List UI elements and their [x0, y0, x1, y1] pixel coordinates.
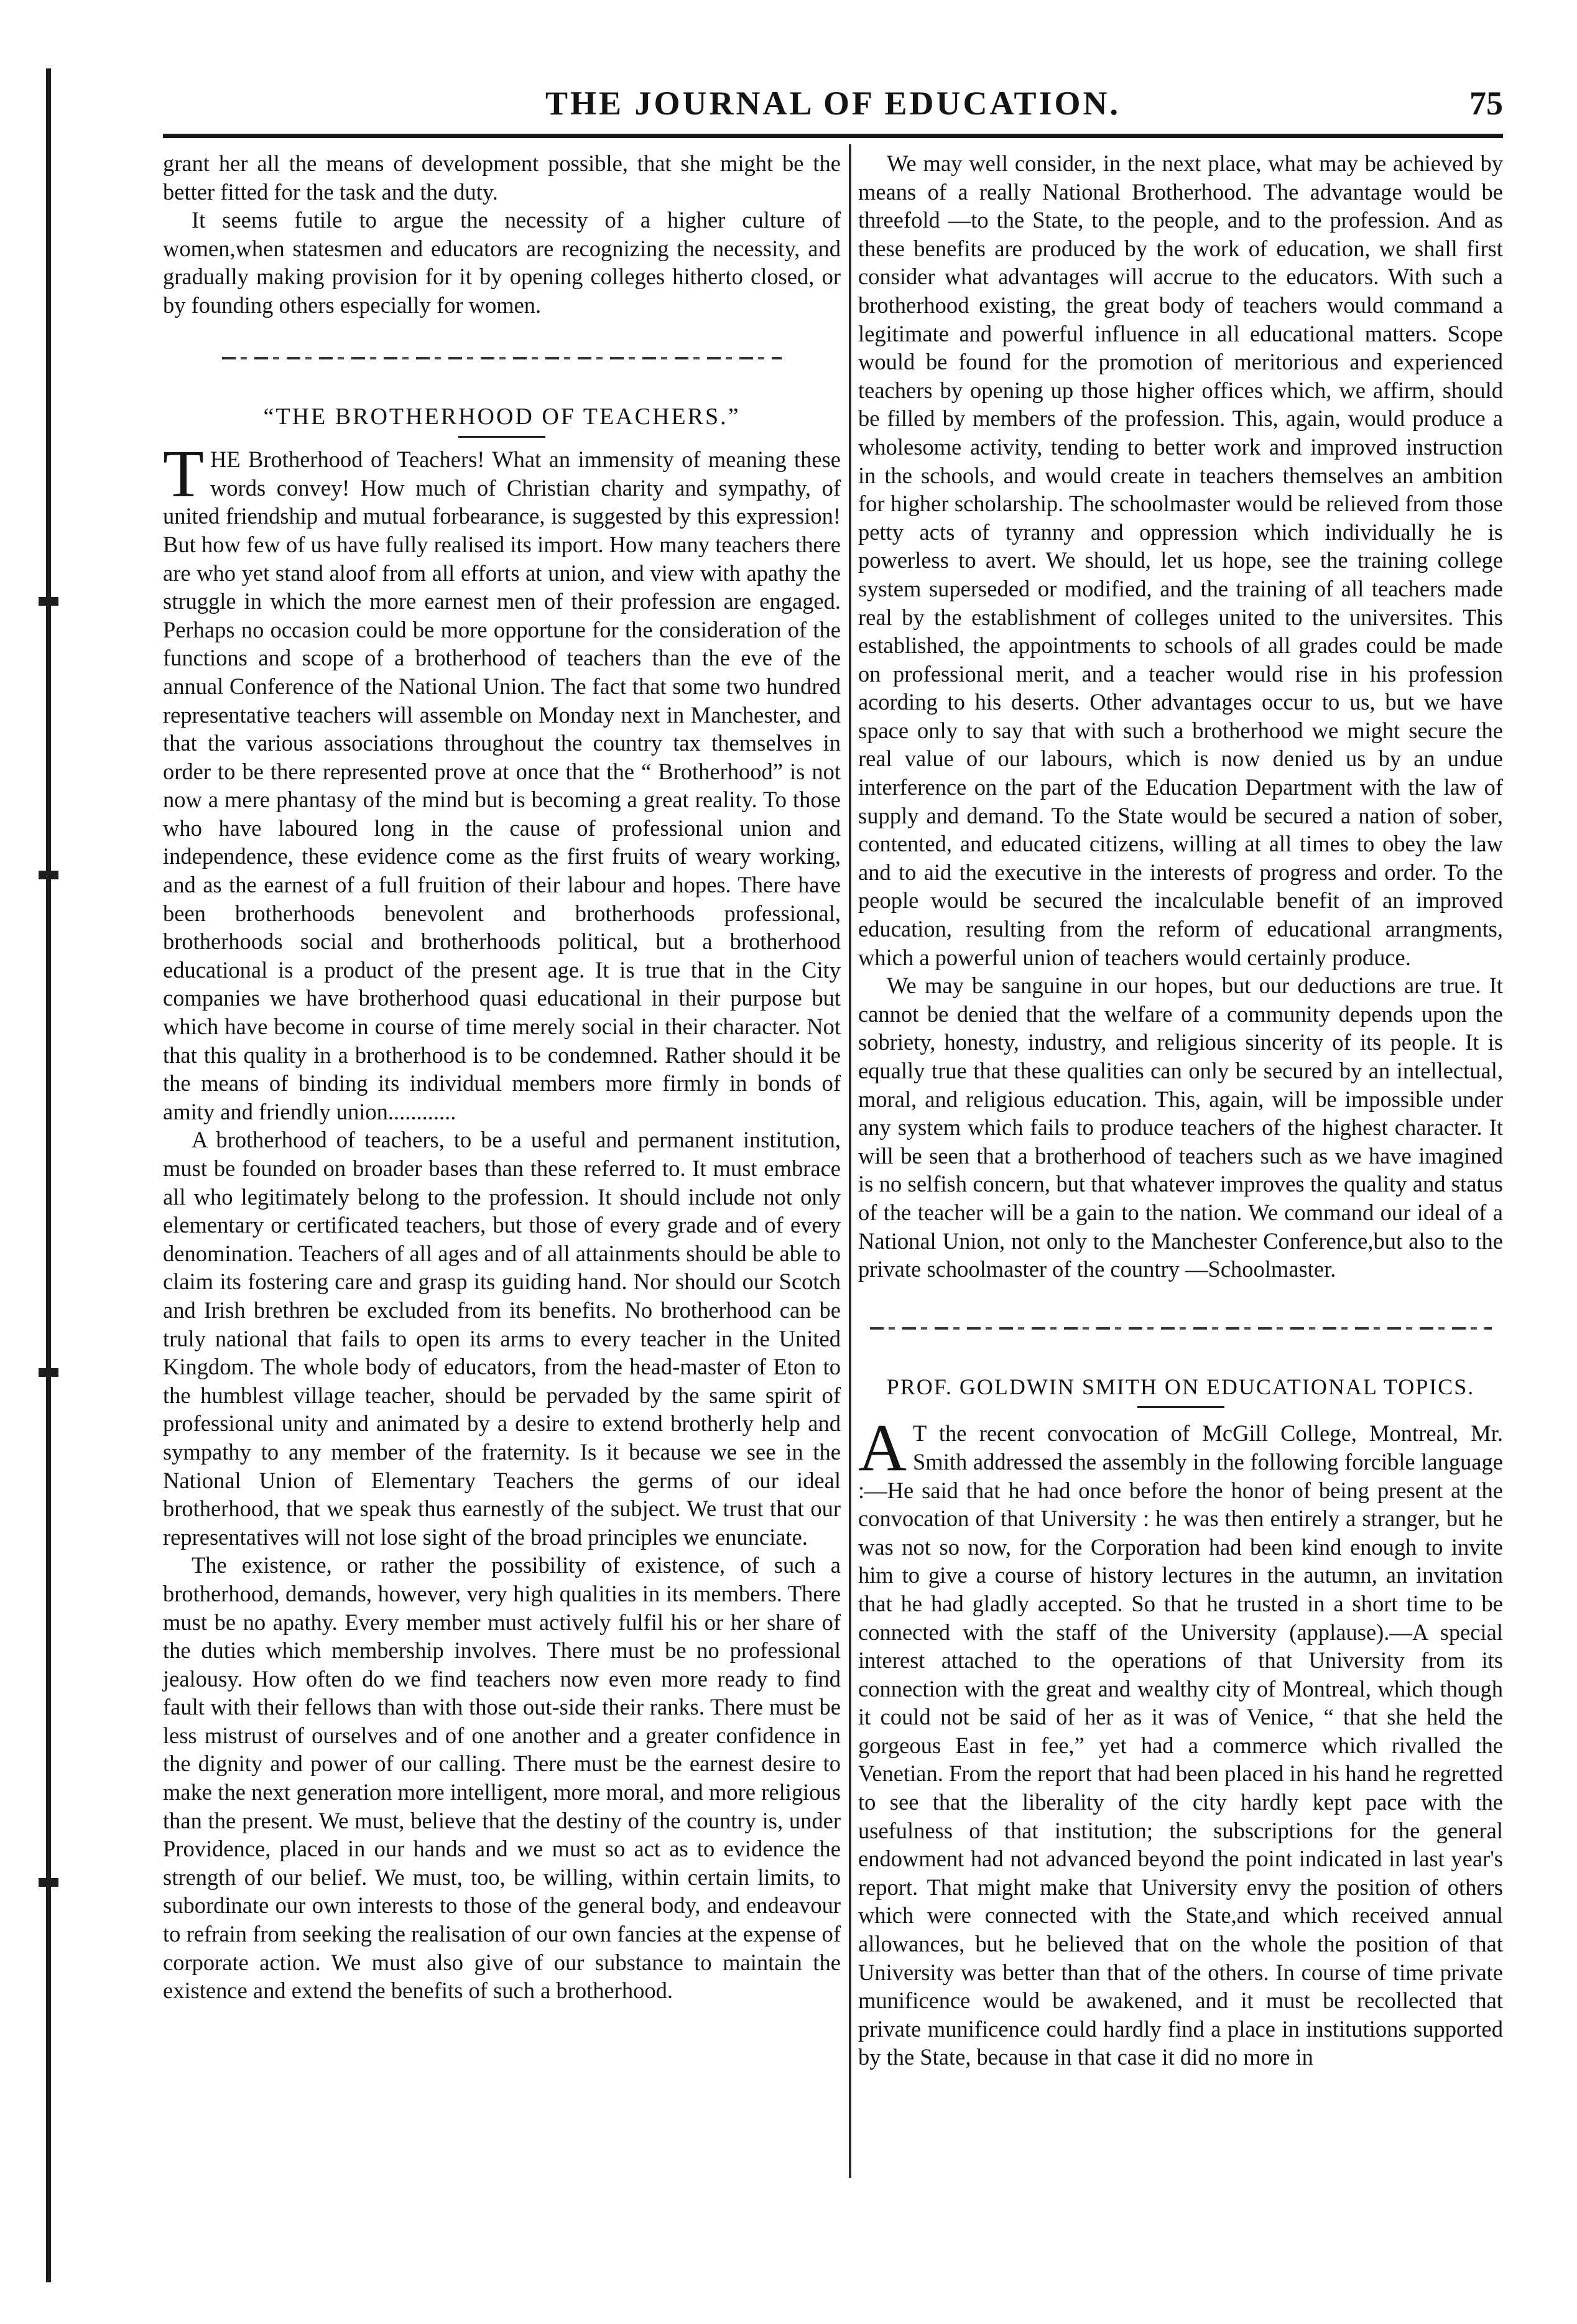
binding-mark — [39, 1878, 58, 1887]
page-header — [163, 84, 1503, 131]
binding-mark — [39, 597, 58, 606]
article-paragraph: A T the recent convocation of McGill College, Montreal, Mr. Smith addressed the assembly in the following forcible language :—He said that he had once before the honor of being present at the convocation of that University : he was then entirely a stranger, but he was not so now, for the Corporation had been kind enough to invite him to give a course of history lectures in the autumn, an invitation that he had gladly accepted. So that he trusted in a short time to be connected with the staff of the University (applause).—A special interest attached to the operations of that University from its connection with the great and wealthy city of Montreal, which though it could not be said of her as it was of Venice, “ that she held the gorgeous East in fee,” yet had a commerce which rivalled the Venetian. From the report that had been placed in his hand he regretted to see that the liberality of the city hardly kept pace with the usefulness of that institution; the subscriptions for the general endowment had not advanced beyond the point indicated in last year's report. That might make that University envy the position of others which were connected with the State,and which received annual allowances, but he believed that on the whole the position of that University was better than that of the others. In course of time private munificence would be awakened, and it must be recollected that private munificence could hardly find a place in institutions supported by the State, because in that case it did no more in — [858, 1411, 1503, 2070]
section-separator — [870, 1327, 1492, 1330]
article-paragraph: We may well consider, in the next place, what may be achieved by means of a really National Brotherhood. The advantage would be threefold —to the State, to the people, and to the profession. And as these benefits are produced by the work of education, we shall first consider what advantages will accrue to the educators. With such a brotherhood existing, the great body of teachers would command a legitimate and powerful influence in all educational matters. Scope would be found for the promotion of meritorious and experienced teachers by opening up those higher offices which, we affirm, should be filled by members of the profession. This, again, would produce a wholesome activity, tending to better work and improved instruction in the schools, and would create in teachers themselves an ambition for higher scholarship. The schoolmaster would be relieved from those petty acts of tyranny and oppression which individually he is powerless to avert. We should, let us hope, see the training college system superseded or modified, and the training of all teachers made real by the establishment of colleges united to the universites. This established, the appointments to schools of all grades could be made on professional merit, and a teacher would rise in his profession acording to his deserts. Other advantages occur to us, but we have space only to say that with such a brotherhood we might secure the real value of our labours, which is now denied us by an undue interference on the part of the Education Department with the law of supply and demand. To the State would be secured a nation of sober, contented, and educated citizens, willing at all times to obey the law and to aid the executive in the interests of progress and order. To the people would be secured the incalculable benefit of an improved education, resulting from the reform of educational arrangments, which a powerful union of teachers would certainly produce. — [858, 150, 1503, 970]
intro-paragraph: grant her all the means of development possible, that she might be the better fitted for the task and the duty. — [163, 150, 841, 205]
section-separator — [222, 357, 782, 359]
left-margin-binding-rule — [46, 68, 51, 2282]
drop-cap: T — [163, 437, 204, 512]
left-column — [163, 149, 841, 2005]
intro-paragraph: It seems futile to argue the necessity of a higher culture of women,when statesmen and educators are recognizing the necessity, and gradually making provision for it by opening colleges hitherto closed, or by founding others especially for women. — [163, 207, 841, 318]
column-divider — [849, 144, 851, 2178]
binding-mark — [39, 871, 58, 879]
title-rule — [458, 436, 545, 438]
second-article-title: PROF. GOLDWIN SMITH ON EDUCATIONAL TOPICS. — [886, 1374, 1475, 1399]
binding-mark — [39, 1368, 58, 1377]
article-paragraph: THE Brotherhood of Teachers! What an immensity of meaning these words convey! How much of Christian charity and sympathy, of united friendship and mutual forbearance, is suggested by this expression! But how few of us have fully realised its import. How many teachers there are who yet stand aloof from all efforts at union, and view with apathy the struggle in which the more earnest men of their profession are engaged. Perhaps no occasion could be more opportune for the consideration of the functions and scope of a brotherhood of teachers than the eve of the annual Conference of the National Union. The fact that some two hundred representative teachers will assemble on Monday next in Manchester, and that the various associations throughout the country tax themselves in order to be there represented prove at once that the “ Brotherhood” is not now a mere phantasy of the mind but is becoming a great reality. To those who have laboured long in the cause of professional union and independence, these evidence come as the first fruits of weary working, and as the earnest of a full fruition of their labour and hopes. There have been brotherhoods benevolent and brotherhoods professional, brotherhoods social and brotherhoods political, but a brotherhood educational is a product of the present age. It is true that in the City companies we have brotherhood quasi educational in their purpose but which have become in course of time merely social in their character. Not that this quality in a brotherhood is to be condemned. Rather should it be the means of binding its individual members more firmly in bonds of amity and friendly union............ — [163, 437, 841, 1124]
header-rule — [163, 134, 1503, 138]
title-rule — [1137, 1406, 1224, 1408]
article-title: “THE BROTHERHOOD OF TEACHERS.” — [263, 403, 741, 430]
journal-title: THE JOURNAL OF EDUCATION. — [545, 85, 1121, 122]
page-number: 75 — [1469, 85, 1503, 122]
article-paragraph: The existence, or rather the possibility of existence, of such a brotherhood, demands, however, very high qualities in its members. There must be no apathy. Every member must actively fulfil his or her share of the duties which membership involves. There must be no professional jealousy. How often do we find teachers now even more ready to find fault with their fellows than with those out-side their ranks. There must be less mistrust of ourselves and of one another and a greater confidence in the dignity and power of our calling. There must be the earnest desire to make the next generation more intelligent, more moral, and more religious than the present. We must, believe that the destiny of the country is, under Providence, placed in our hands and we must so act as to evidence the strength of our belief. We must, too, be willing, within certain limits, to subordinate our own interests to those of the general body, and endeavour to refrain from seeking the realisation of our own fancies at the expense of corporate action. We must also give of our substance to maintain the existence and extend the benefits of such a brotherhood. — [163, 1552, 841, 2004]
drop-cap: A — [858, 1411, 907, 1486]
right-column — [858, 149, 1503, 2072]
article-paragraph: A brotherhood of teachers, to be a useful and permanent institution, must be founded on broader bases than these referred to. It must embrace all who legitimately belong to the profession. It should include not only elementary or certificated teachers, but those of every grade and of every denomination. Teachers of all ages and of all attainments should be able to claim its fostering care and grasp its guiding hand. Nor should our Scotch and Irish brethren be excluded from its benefits. No brotherhood can be truly national that fails to open its arms to every teacher in the United Kingdom. The whole body of educators, from the head-master of Eton to the humblest village teacher, should be pervaded by the same spirit of professional unity and animated by a desire to extend brotherly help and sympathy to any member of the fraternity. Is it because we see in the National Union of Elementary Teachers the germs of our ideal brotherhood, that we speak thus earnestly of the subject. We trust that our representatives will not lose sight of the broad principles we enunciate. — [163, 1127, 841, 1550]
article-paragraph: We may be sanguine in our hopes, but our deductions are true. It cannot be denied that the welfare of a community depends upon the sobriety, honesty, industry, and religious sincerity of its people. It is equally true that these qualities can only be secured by an intellectual, moral, and religious education. This, again, will be impossible under any system which fails to produce teachers of the highest character. It will be seen that a brotherhood of teachers such as we have imagined is no selfish concern, but that whatever improves the quality and status of the teacher will be a gain to the nation. We command our ideal of a National Union, not only to the Manchester Conference,but also to the private schoolmaster of the country —Schoolmaster. — [858, 973, 1503, 1282]
